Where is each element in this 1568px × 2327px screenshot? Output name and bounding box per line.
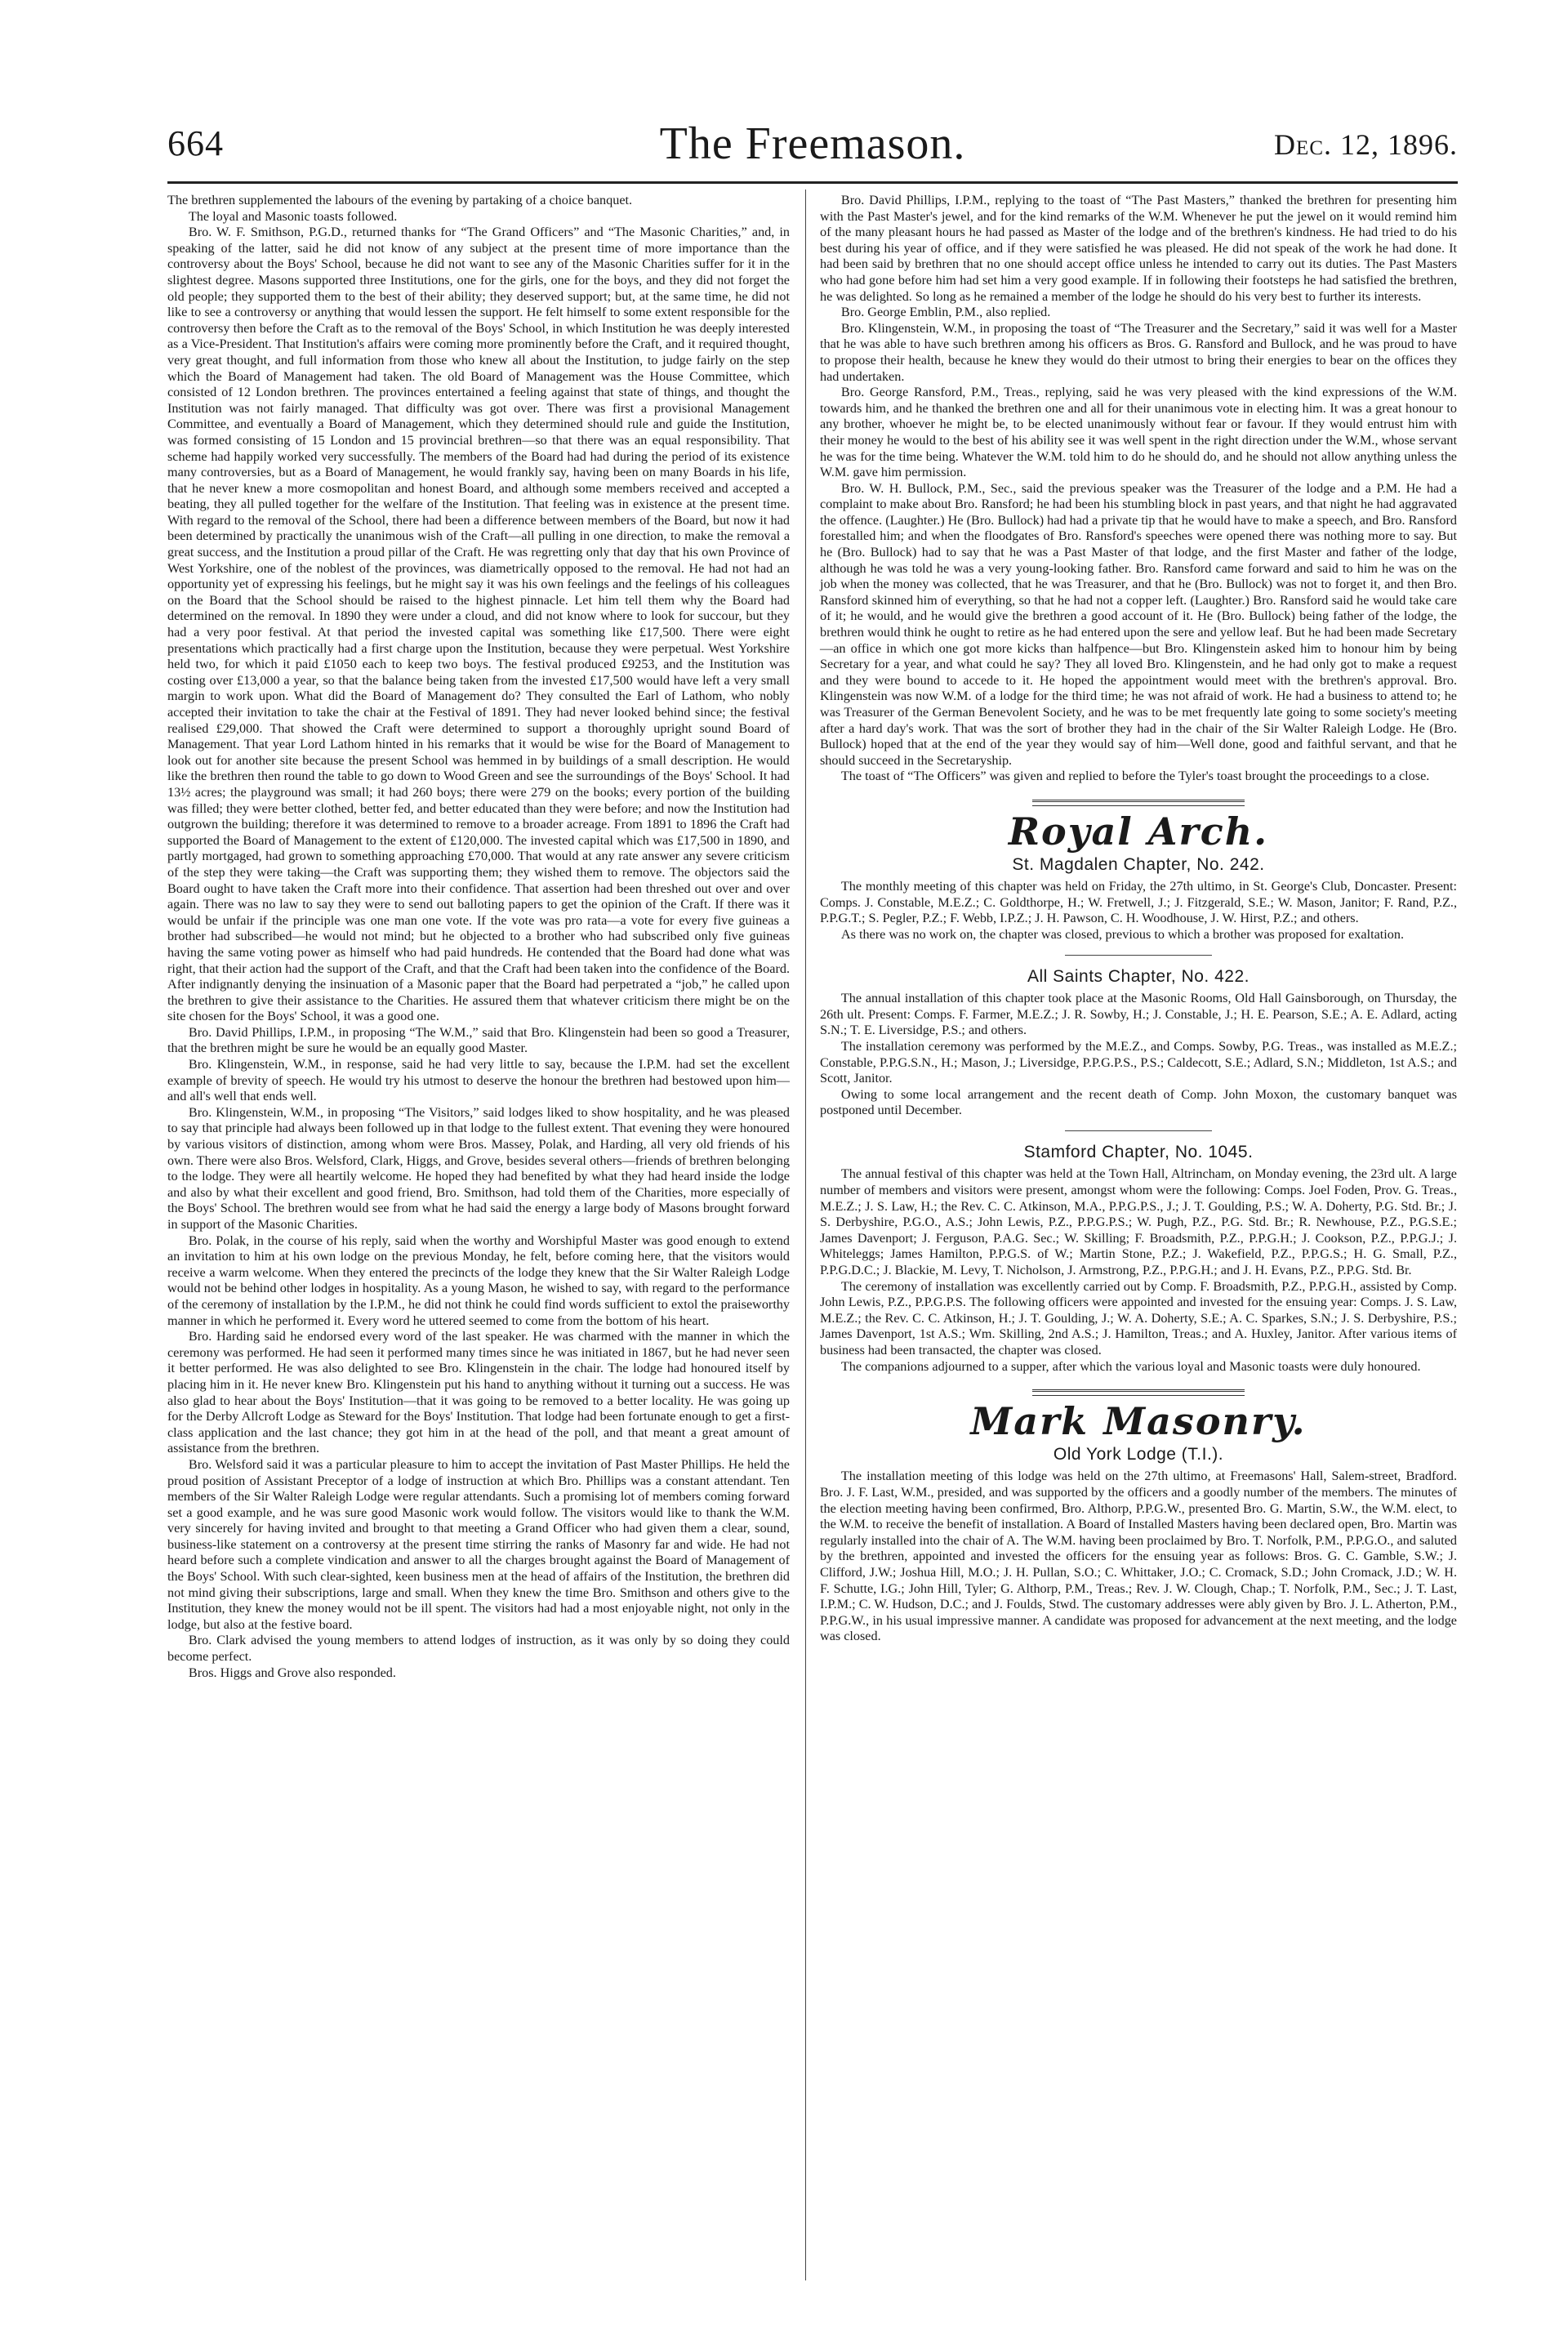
royal-arch-heading: Royal Arch. bbox=[1008, 809, 1269, 854]
paragraph: The companions adjourned to a supper, after which the various loyal and Masonic toasts were duly honoured. bbox=[840, 1358, 1421, 1374]
column-divider bbox=[805, 189, 806, 2280]
paragraph: The ceremony of installation was excellently carried out by Comp. F. Broadsmith, P.Z., P.P.G.H., assisted by Comp. John Lewis, P.Z., P.P.G.P.S. The following officers were appointed and invested for the ensuing year: Comps. J. S. Law, M.E.Z.; the Rev. C. C. Atkinson, H.; J. T. Goulding, J.; W. A. Doherty, S.E.; A. C. Sparkes, S.N.; J. S. Derbyshire, P.S.; James Davenport, 1st A.S.; Wm. Skilling, 2nd A.S.; J. Hamilton, Treas.; and A. Huxley, Janitor. After various items of business had been transacted, the chapter was closed. bbox=[820, 1278, 1457, 1357]
issue-date: Dec. 12, 1896. bbox=[1274, 128, 1458, 161]
chapter-title: All Saints Chapter, No. 422. bbox=[1027, 966, 1250, 986]
paragraph: Bro. W. H. Bullock, P.M., Sec., said the previous speaker was the Treasurer of the lodge and a P.M. He had a complaint to make about Bro. Ransford; he had been his stumbling block in past years, and that night he had aggravated the offence. (Laughter.) He (Bro. Bullock) had had a private tip that he would have to make a speech, and Bro. Ransford forestalled him; and when the floodgates of Bro. Ransford's speeches were opened there was nothing more to say. But he (Bro. Bullock) had to say that he was a Past Master of that lodge, and the first Master and father of the lodge, although he was told he was a very young-looking father. Bro. Ransford came forward and said to him he was on the job when the money was collected, that he was Treasurer, and that he (Bro. Bullock) was not to forget it, and then Bro. Ransford skinned him of everything, so that he had not a copper left. (Laughter.) Bro. Ransford said he would take care of it; he would, and he would give the brethren a good account of it. He (Bro. Bullock) being father of the lodge, the brethren would think he ought to retire as he had entered upon the sere and yellow leaf. But he had been made Secretary—an office in which one got more kicks than halfpence—but Bro. Klingenstein asked him to honour him by being Secretary for a year, and what could he say? They all loved Bro. Klingenstein, and he had only got to make a request and they were bound to accede to it. He hoped the appointment would meet with the brethren's approval. Bro. Klingenstein was now W.M. of a lodge for the third time; he was not afraid of work. He had a business to attend to; he was Treasurer of the German Benevolent Society, and he was to be met frequently late going to some society's meeting after a hard day's work. That was the sort of brother they had in the chair of the Sir Walter Raleigh Lodge. He (Bro. Bullock) hoped that at the end of the year they would say of him—Well done, good and faithful servant, and that he should succeed in the Secretaryship. bbox=[820, 480, 1457, 768]
journal-title: The Freemason. bbox=[659, 118, 966, 169]
mark-masonry-heading: Mark Masonry. bbox=[970, 1399, 1307, 1444]
masthead-rule bbox=[167, 181, 1458, 184]
chapter-rule bbox=[1065, 1130, 1212, 1131]
paragraph: The installation ceremony was performed by the M.E.Z., and Comps. Sowby, P.G. Treas., was installed as M.E.Z.; Constable, P.P.G.S.N., H.; Mason, J.; Liversidge, P.P.G.P.S., P.S.; Caldecott, S.E.; Adlard, S.N.; Middleton, 1st A.S.; and Scott, Janitor. bbox=[820, 1038, 1457, 1086]
paragraph: Bro. David Phillips, I.P.M., replying to the toast of “The Past Masters,” thanked the brethren for presenting him with the Past Master's jewel, and for the kind remarks of the W.M. Whenever he put the jewel on it would remind him of the many pleasant hours he had passed as Master of the lodge and of the brethren's kindness. He had tried to do his best during his year of office, and if they were satisfied he was pleased. He did not speak of the work he had done. It had been said by brethren that no one should accept office unless he intended to carry out its duties. The Past Masters who had gone before him had set him a very good example. If in following their footsteps he had satisfied the brethren, he was delighted. So long as he remained a member of the lodge he should do his very best to further its interests. bbox=[820, 193, 1457, 304]
chapter-title: Stamford Chapter, No. 1045. bbox=[1023, 1142, 1254, 1161]
section-separator bbox=[1032, 1389, 1245, 1396]
paragraph: Bro. Klingenstein, W.M., in proposing “The Visitors,” said lodges liked to show hospitality, and he was pleased to say that principle had always been followed up in that lodge to the fullest extent. That evening they were honoured by various visitors of distinction, among whom were Bros. Massey, Polak, and Harding, all very old friends of his own. There were also Bros. Welsford, Clark, Higgs, and Grove, besides several others—friends of brethren belonging to the lodge. They were all heartily welcome. He hoped they had benefited by what they had heard inside the lodge and also by what their excellent and good friend, Bro. Smithson, had told them of the Charities, more especially of the Boys' School. The brethren would see from what he had said the energy a large body of Masons brought forward in support of the Masonic Charities. bbox=[167, 1104, 790, 1232]
chapter-title: St. Magdalen Chapter, No. 242. bbox=[1012, 854, 1265, 874]
paragraph: Bro. Harding said he endorsed every word of the last speaker. He was charmed with the manner in which the ceremony was performed. He had seen it performed many times since he was initiated in 1867, but he had never seen it better performed. He was also delighted to see Bro. Klingenstein in the chair. The lodge had honoured itself by placing him in it. He never knew Bro. Klingenstein put his hand to anything without it turning out a success. He was also glad to hear about the Boys' Institution—that it was going to be removed to a better locality. He was going up for the Derby Allcroft Lodge as Steward for the Boys' Institution. That lodge had been fortunate enough to get a first-class application and the last chance; they got him in at the head of the poll, and that meant a great amount of assistance from the brethren. bbox=[167, 1329, 790, 1456]
right-column bbox=[820, 193, 1457, 1645]
paragraph: The loyal and Masonic toasts followed. bbox=[188, 208, 398, 224]
paragraph: Bro. George Ransford, P.M., Treas., replying, said he was very pleased with the kind expressions of the W.M. towards him, and he thanked the brethren one and all for their unanimous vote in electing him. It was a great honour to any brother, whoever he might be, to be elected unanimously without fear or favour. If they would entrust him with their money he would to the best of his ability see it was well spent in the right direction under the W.M., whose servant he was for the time being. Whatever the W.M. told him to do he should do, and he should not allow anything unless the W.M. gave him permission. bbox=[820, 385, 1457, 480]
section-separator bbox=[1032, 800, 1245, 806]
chapter-rule bbox=[1065, 955, 1212, 956]
lodge-title: Old York Lodge (T.I.). bbox=[1053, 1444, 1224, 1464]
paragraph: Bro. Klingenstein, W.M., in proposing the toast of “The Treasurer and the Secretary,” said it was well for a Master that he was able to have such brethren among his officers as Bros. G. Ransford and Bullock, and he was proud to have to propose their health, because he knew they would do their utmost to bring their energies to bear on the offices they had undertaken. bbox=[820, 320, 1457, 384]
paragraph: The annual installation of this chapter took place at the Masonic Rooms, Old Hall Gainsborough, on Thursday, the 26th ult. Present: Comps. F. Farmer, M.E.Z.; J. R. Sowby, H.; J. Constable, J.; H. E. Pearson, S.E.; A. E. Adlard, acting S.N.; T. E. Liversidge, P.S.; and others. bbox=[820, 991, 1457, 1038]
paragraph: Bro. David Phillips, I.P.M., in proposing “The W.M.,” said that Bro. Klingenstein had been so good a Treasurer, that the brethren might be sure he would be an equally good Master. bbox=[167, 1024, 790, 1056]
paragraph: The brethren supplemented the labours of the evening by partaking of a choice banquet. bbox=[167, 193, 633, 207]
paragraph: The annual festival of this chapter was held at the Town Hall, Altrincham, on Monday evening, the 23rd ult. A large number of members and visitors were present, amongst whom were the following: Comps. Joel Foden, Prov. G. Treas., M.E.Z.; J. S. Law, H.; the Rev. C. C. Atkinson, M.A., P.P.G.P.S., J.; J. T. Goulding, P.S.; W. A. Doherty, P.G. Std. Br.; J. S. Derbyshire, P.G.O., A.S.; John Lewis, P.Z., P.P.G.P.S.; W. Pugh, P.Z., P.G. Std. Br.; R. Newhouse, P.Z., P.G.S.E.; James Davenport; J. Ferguson, P.A.G. Sec.; W. Skilling; F. Broadsmith, P.Z., P.P.G.H.; J. Cookson, P.Z., P.P.G.J.; J. Whiteleggs; James Hamilton, P.P.G.S. of W.; Martin Stone, P.Z.; J. Wakefield, P.Z., P.P.G.S.; H. G. Small, P.Z., P.P.G.D.C.; J. Blackie, M. Levy, T. Nicholson, J. Armstrong, P.Z., P.P.G.H.; and J. H. Evans, P.Z., P.P.G. Std. Br. bbox=[820, 1166, 1457, 1278]
paragraph: Owing to some local arrangement and the recent death of Comp. John Moxon, the customary banquet was postponed until December. bbox=[820, 1086, 1457, 1118]
paragraph: Bro. George Emblin, P.M., also replied. bbox=[840, 305, 1051, 320]
left-column bbox=[167, 193, 790, 1681]
paragraph: The toast of “The Officers” was given and replied to before the Tyler's toast brought the proceedings to a close. bbox=[840, 769, 1430, 784]
paragraph: The monthly meeting of this chapter was held on Friday, the 27th ultimo, in St. George's Club, Doncaster. Present: Comps. J. Constable, M.E.Z.; C. Goldthorpe, H.; W. Fretwell, J.; J. Fitzgerald, S.E.; W. Mason, Janitor; F. Rand, P.Z., P.P.G.T.; S. Pegler, P.Z.; F. Webb, I.P.Z.; J. H. Pawson, C. H. Woodhouse, J. W. Hirst, P.Z.; and others. bbox=[820, 879, 1457, 926]
paragraph: Bro. Klingenstein, W.M., in response, said he had very little to say, because the I.P.M. had set the excellent example of brevity of speech. He would try his utmost to deserve the honour the brethren had bestowed upon him—and all's well that ends well. bbox=[167, 1057, 790, 1104]
page-number: 664 bbox=[167, 123, 224, 163]
masthead bbox=[167, 114, 1458, 180]
paragraph: Bro. Welsford said it was a particular pleasure to him to accept the invitation of Past Master Phillips. He held the proud position of Assistant Preceptor of a lodge of instruction at which Bro. Phillips was a constant attendant. Ten members of the Sir Walter Raleigh Lodge were regular attendants. Such a promising lot of members coming forward set a good example, and he was sure good Masonic work would follow. The visitors would like to thank the W.M. very sincerely for having invited and brought to that meeting a Grand Officer who had given them a clear, sound, business-like statement on a controversy at the present time stirring the ranks of Masonry far and wide. He had not heard before such a complete vindication and answer to all the charges brought against the Board of Management of the Boys' School. With such clear-sighted, keen business men at the head of affairs of the Institution, the brethren did not mind giving their subscriptions, large and small. When they knew the time Bro. Smithson and others give to the Institution, they knew the money would not be ill spent. The visitors had had a most enjoyable night, not only in the lodge, but also at the festive board. bbox=[167, 1456, 790, 1632]
paragraph: As there was no work on, the chapter was closed, previous to which a brother was proposed for exaltation. bbox=[840, 926, 1405, 942]
paragraph: The installation meeting of this lodge was held on the 27th ultimo, at Freemasons' Hall, Salem-street, Bradford. Bro. J. F. Last, W.M., presided, and was supported by the officers and a goodly number of the members. The minutes of the election meeting having been confirmed, Bro. Althorp, P.P.G.W., presented Bro. G. Martin, S.W., the W.M. elect, to the W.M. to receive the benefit of installation. A Board of Installed Masters having been declared open, Bro. Martin was regularly installed into the chair of A. The W.M. having been proclaimed by Bro. T. Norfolk, P.M., P.P.G.O., and saluted by the brethren, appointed and invested the officers for the ensuing year as follows: Bros. G. C. Gamble, S.W.; J. Clifford, J.W.; Joshua Hill, M.O.; J. H. Pullan, S.O.; C. Whittaker, J.O.; C. Cromack, S.D.; John Cromack, J.D.; W. H. F. Schutte, I.G.; John Hill, Tyler; G. Althorp, P.M., Treas.; Rev. J. W. Clough, Chap.; T. Norfolk, P.M., Sec.; J. T. Last, I.P.M.; C. W. Hudson, D.C.; and J. Foulds, Stwd. The customary addresses were ably given by Bro. J. L. Atherton, P.M., P.P.G.W., in his usual impressive manner. A candidate was proposed for advancement at the next meeting, and the lodge was closed. bbox=[820, 1469, 1457, 1644]
paragraph: Bro. W. F. Smithson, P.G.D., returned thanks for “The Grand Officers” and “The Masonic Charities,” and, in speaking of the latter, said he did not know of any subject at the present time of more importance than the controversy about the Boys' School, because he did not want to see any of the Masonic Charities suffer for it in the slightest degree. Masons supported three Institutions, one for the girls, one for the boys, and they did not forget the old people; they supported them to the best of their ability; they deserved support; but, at the same time, he did not like to see a controversy or anything that would lessen the support. He felt himself to some extent responsible for the controversy then before the Craft as to the removal of the Boys' School, in which Institution he was deeply interested as a Vice-President. That Institution's affairs were coming more prominently before the Craft, and it required thought, very great thought, and full information from those who knew all about the Institution, to judge fairly on the step which the Board of Management had taken. The old Board of Management was the House Committee, which consisted of 12 London brethren. The provinces entertained a feeling against that state of things, and thought the Institution was not fairly managed. That difficulty was got over. There was first a provisional Management Committee, and eventually a Board of Management, which they determined should rule and guide the Institution, was formed consisting of 15 London and 15 provincial brethren—so that there was an equal responsibility. That scheme had happily worked very successfully. The members of the Board had had during the period of its existence many controversies, but as a Board of Management, he would frankly say, having been on many Boards in his life, that he never knew a more cosmopolitan and honest Board, and although some members received and accepted a beating, they all pulled together for the welfare of the Institution. That feeling was in existence at the present time. With regard to the removal of the School, there had been a difference between members of the Board, but now it had been determined by practically the unanimous wish of the Craft—all pulling in one direction, to make the removal a great success, and the Institution a proud pillar of the Craft. He was regretting only that day that his own Province of West Yorkshire, one of the noblest of the provinces, was diametrically opposed to the removal. He had not had an opportunity yet of expressing his feelings, but he might say it was his own feelings and the feelings of his colleagues on the Board that the School should be raised to the highest pinnacle. Let him tell them why the Board had determined on the removal. In 1890 they were under a cloud, and did not know where to look for succour, but they had a very poor festival. At that period the invested capital was something like £17,500. There were eight presentations which practically had a first charge upon the Institution, because they were perpetual. West Yorkshire held two, for which it paid £1050 each to keep two boys. The festival produced £9253, and the Institution was costing over £13,000 a year, so that the balance being taken from the invested £17,500 would have left a very small margin to work upon. What did the Board of Management do? They consulted the Earl of Lathom, who nobly accepted their invitation to take the chair at the Festival of 1891. They had never looked behind since; the festival realised £29,000. That showed the Craft were determined to support a thoroughly upright sound Board of Management. That year Lord Lathom hinted in his remarks that it would be wise for the Board of Management to look out for another site because the present School was hemmed in by buildings of a small description. He would like the brethren then round the table to go down to Wood Green and see the surroundings of the Boys' School. It had 13½ acres; the playground was small; it had 260 boys; there were 279 on the books; every portion of the building was filled; they were better clothed, better fed, and better educated than they were before; and now the Institution had outgrown the building; therefore it was determined to remove to a broader acreage. From 1891 to 1896 the Craft had supported the Board of Management to the extent of £120,000. The invested capital which was £17,500 in 1890, and partly mortgaged, had grown to something approaching £70,000. That would at any rate answer any severe criticism of the step they were taking—the Craft was supporting them; they wished them to remove. The objectors said the Board ought to have taken the Craft more into their confidence. That assertion had been threshed out over and over again. There was no law to say they were to send out balloting papers to get the opinion of the Craft. If there was it would be unfair if the principle was one man one vote. If the vote was pro rata—a vote for every five guineas a brother had subscribed—he would not mind; but he objected to a brother who had subscribed only five guineas having the same voting power as himself who had paid hundreds. He contended that the Board had done what was right, that their action had the support of the Craft, and that the Craft had been taken into the confidence of the Board. After indignantly denying the insinuation of a Masonic paper that the Board had perpetrated a “job,” he called upon the brethren to give their assistance to the Charities. He assured them that whatever criticism there might be on the site chosen for the Boys' School, it was a good one. bbox=[167, 225, 790, 1024]
paragraph: Bro. Clark advised the young members to attend lodges of instruction, as it was only by so doing they could become perfect. bbox=[167, 1633, 790, 1665]
paragraph: Bro. Polak, in the course of his reply, said when the worthy and Worshipful Master was good enough to extend an invitation to him at his own lodge on the previous Monday, he felt, before coming here, that the visitors would receive a warm welcome. When they entered the precincts of the lodge they knew that the Sir Walter Raleigh Lodge would not be behind other lodges in hospitality. As a young Mason, he wished to say, with regard to the performance of the ceremony of installation by the I.P.M., he did not think he could find words sufficient to extol the praiseworthy manner in which he performed it. Every word he uttered seemed to come from the bottom of his heart. bbox=[167, 1233, 790, 1328]
paragraph: Bros. Higgs and Grove also responded. bbox=[188, 1665, 396, 1680]
